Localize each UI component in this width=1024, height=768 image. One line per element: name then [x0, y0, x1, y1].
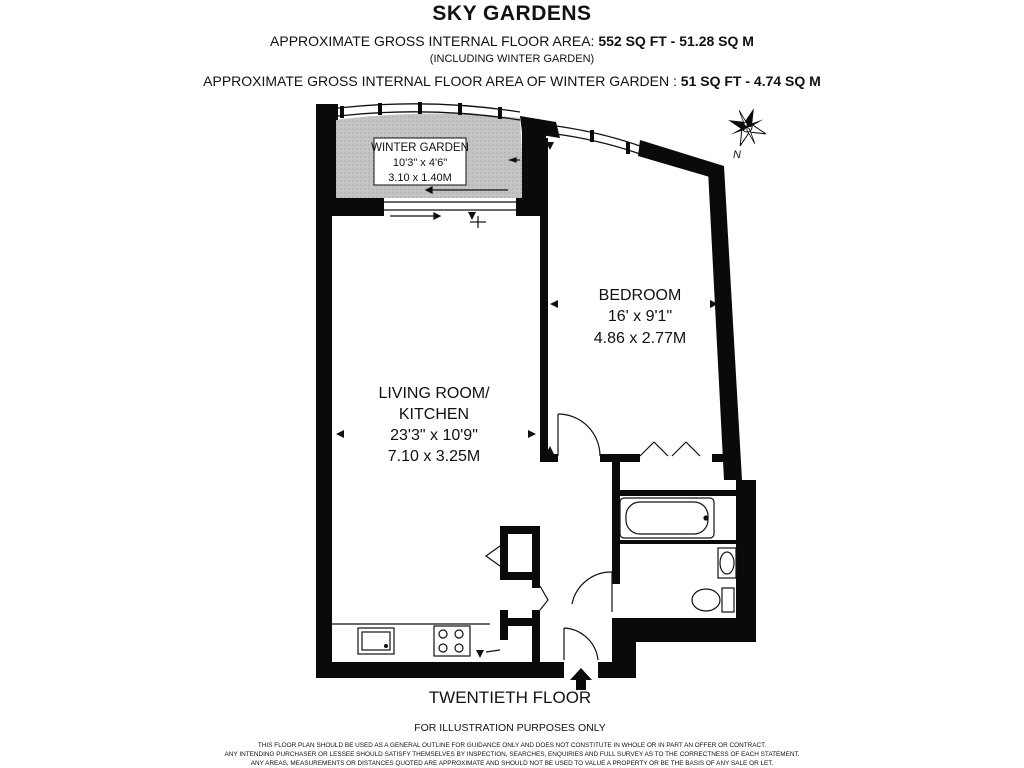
bathroom-fittings [620, 498, 736, 612]
floor-label: TWENTIETH FLOOR [428, 688, 592, 707]
gross-area-value: 552 SQ FT - 51.28 SQ M [598, 33, 754, 49]
living-room-imperial: 23'3" x 10'9" [390, 427, 478, 444]
gross-area-label: APPROXIMATE GROSS INTERNAL FLOOR AREA: [270, 33, 599, 49]
winter-garden-imperial: 10'3" x 4'6" [392, 157, 448, 169]
disclaimer-line-1: THIS FLOOR PLAN SHOULD BE USED AS A GENERAL OUTLINE FOR GUIDANCE ONLY AND DOES NOT CONSTITUTE IN WHOLE OR IN PART AN OFFER OR CONTRACT. [257, 742, 767, 749]
winter-garden-metric: 3.10 x 1.40M [388, 172, 452, 184]
disclaimer-line-2: ANY INTENDING PURCHASER OR LESSEE SHOULD SATISFY THEMSELVES BY INSPECTION, SEARCHES, ENQUIRIES AND FULL SURVEY AS TO THE CORRECTNESS OF EACH STATEMENT. [224, 751, 800, 758]
winter-garden-area-value: 51 SQ FT - 4.74 SQ M [680, 73, 821, 89]
entrance-arrow-icon [570, 668, 592, 690]
disclaimer-line-3: ANY AREAS, MEASUREMENTS OR DISTANCES QUOTED ARE APPROXIMATE AND SHOULD NOT BE USED TO VALUE A PROPERTY OR BE THE BASIS OF ANY SALE OR LET. [250, 760, 774, 767]
illustration-note: FOR ILLUSTRATION PURPOSES ONLY [414, 722, 606, 734]
internal-walls [500, 138, 738, 662]
gross-area-note: (INCLUDING WINTER GARDEN) [429, 53, 595, 65]
bedroom-imperial: 16' x 9'1" [607, 308, 673, 325]
bedroom-name: BEDROOM [598, 287, 682, 304]
living-room-metric: 7.10 x 3.25M [387, 448, 481, 465]
compass-north-label: N [733, 149, 741, 161]
winter-garden-name: WINTER GARDEN [371, 142, 469, 154]
living-room-name: LIVING ROOM/ [378, 385, 490, 402]
bedroom-metric: 4.86 x 2.77M [593, 330, 687, 347]
winter-garden-area-label: APPROXIMATE GROSS INTERNAL FLOOR AREA OF WINTER GARDEN : [203, 73, 681, 89]
compass-icon [721, 101, 772, 152]
living-room-name-2: KITCHEN [398, 406, 470, 423]
kitchen-units [332, 624, 490, 656]
page-title: SKY GARDENS [432, 2, 592, 25]
